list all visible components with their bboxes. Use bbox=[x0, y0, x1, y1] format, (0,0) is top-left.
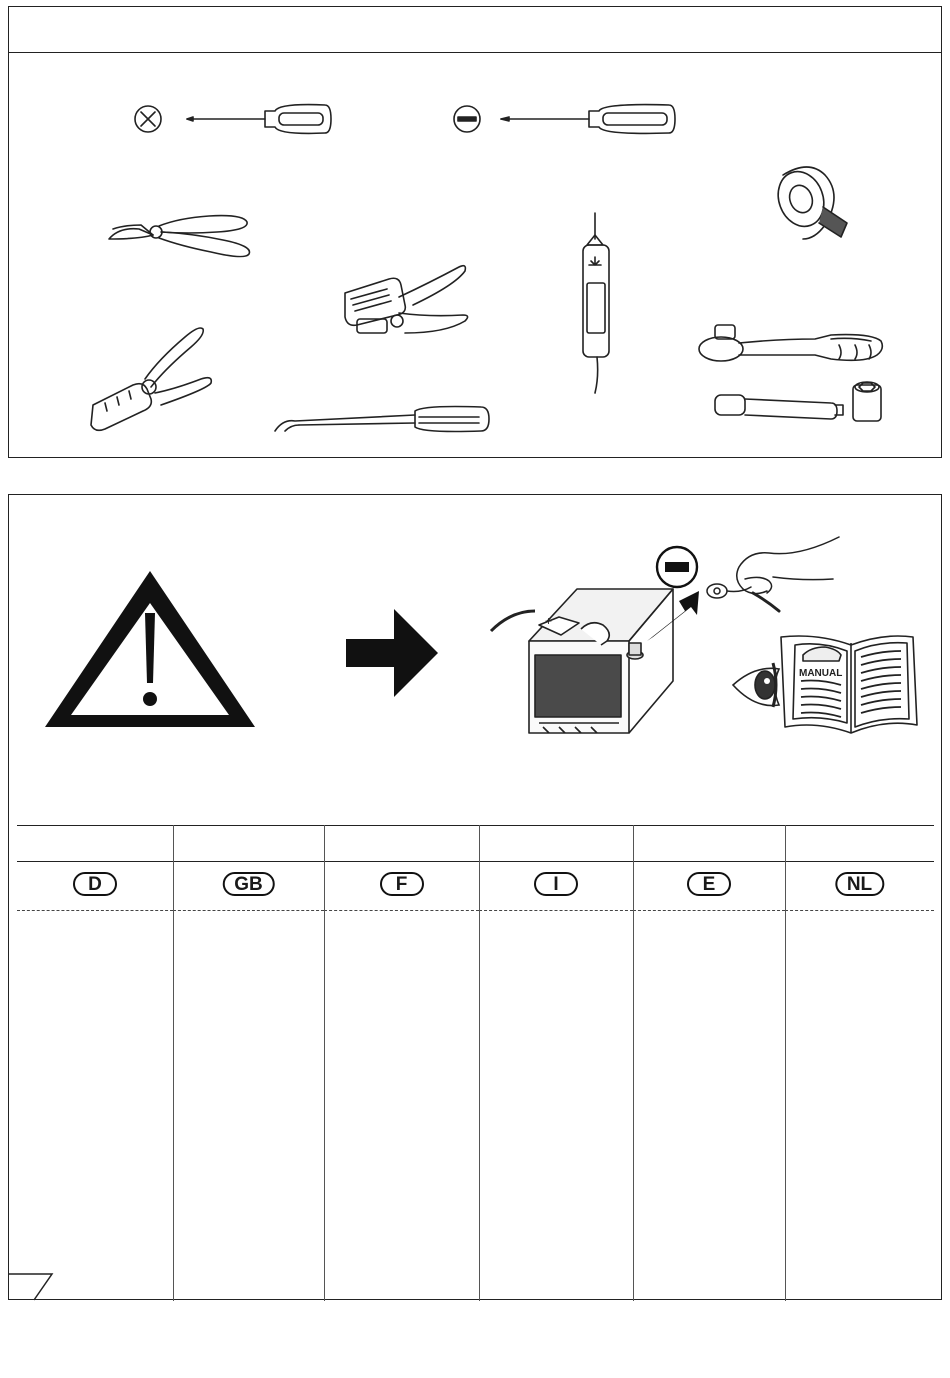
language-badge-f: F bbox=[380, 872, 424, 896]
language-badge-gb: GB bbox=[222, 872, 275, 896]
column-header bbox=[173, 825, 324, 861]
phillips-screwdriver-icon bbox=[135, 105, 331, 134]
safety-panel bbox=[8, 494, 942, 1300]
manual-book-icon bbox=[781, 636, 917, 733]
badge-row bbox=[173, 861, 324, 911]
column-divider bbox=[785, 825, 786, 1301]
eye-icon bbox=[733, 663, 779, 707]
tools-illustration bbox=[9, 7, 941, 457]
minus-circle-icon bbox=[657, 547, 697, 587]
column-body bbox=[785, 909, 934, 1301]
badge-row bbox=[785, 861, 934, 911]
column-body bbox=[479, 909, 633, 1301]
exclamation-triangle-icon bbox=[45, 571, 255, 727]
socket-extension-icon bbox=[715, 382, 881, 421]
trim-removal-tool-icon bbox=[275, 407, 489, 432]
column-divider bbox=[324, 825, 325, 1301]
column-body bbox=[17, 909, 173, 1301]
hand-icon bbox=[707, 537, 839, 611]
voltage-tester-icon bbox=[583, 213, 609, 393]
language-table bbox=[17, 825, 934, 1301]
language-column-e bbox=[633, 825, 785, 1301]
flat-screwdriver-icon bbox=[454, 105, 675, 134]
column-header bbox=[785, 825, 934, 861]
badge-row bbox=[324, 861, 479, 911]
badge-row bbox=[17, 861, 173, 911]
column-divider bbox=[633, 825, 634, 1301]
language-badge-nl: NL bbox=[835, 872, 884, 896]
badge-row bbox=[479, 861, 633, 911]
safety-illustration bbox=[9, 495, 941, 825]
language-column-nl bbox=[785, 825, 934, 1301]
language-column-gb bbox=[173, 825, 324, 1301]
ratchet-wrench-icon bbox=[699, 325, 882, 361]
column-header bbox=[17, 825, 173, 861]
manual-label: MANUAL bbox=[799, 668, 843, 679]
insulating-tape-icon bbox=[771, 165, 847, 239]
column-body bbox=[633, 909, 785, 1301]
language-badge-e: E bbox=[687, 872, 731, 896]
crimping-pliers-icon bbox=[91, 328, 211, 430]
column-divider bbox=[173, 825, 174, 1301]
column-divider bbox=[479, 825, 480, 1301]
language-column-d bbox=[17, 825, 173, 1301]
wire-stripper-icon bbox=[345, 266, 468, 333]
column-header bbox=[324, 825, 479, 861]
language-column-i bbox=[479, 825, 633, 1301]
language-column-f bbox=[324, 825, 479, 1301]
language-badge-i: I bbox=[534, 872, 578, 896]
svg-text:+: + bbox=[545, 614, 553, 628]
language-badge-d: D bbox=[73, 872, 117, 896]
page-corner-mark bbox=[0, 1268, 60, 1304]
column-body bbox=[324, 909, 479, 1301]
diagonal-cutter-icon bbox=[109, 216, 249, 257]
column-body bbox=[173, 909, 324, 1301]
battery-icon bbox=[491, 589, 673, 733]
column-header bbox=[633, 825, 785, 861]
badge-row bbox=[633, 861, 785, 911]
arrow-right-icon bbox=[346, 609, 438, 697]
tools-panel bbox=[8, 6, 942, 458]
column-header bbox=[479, 825, 633, 861]
